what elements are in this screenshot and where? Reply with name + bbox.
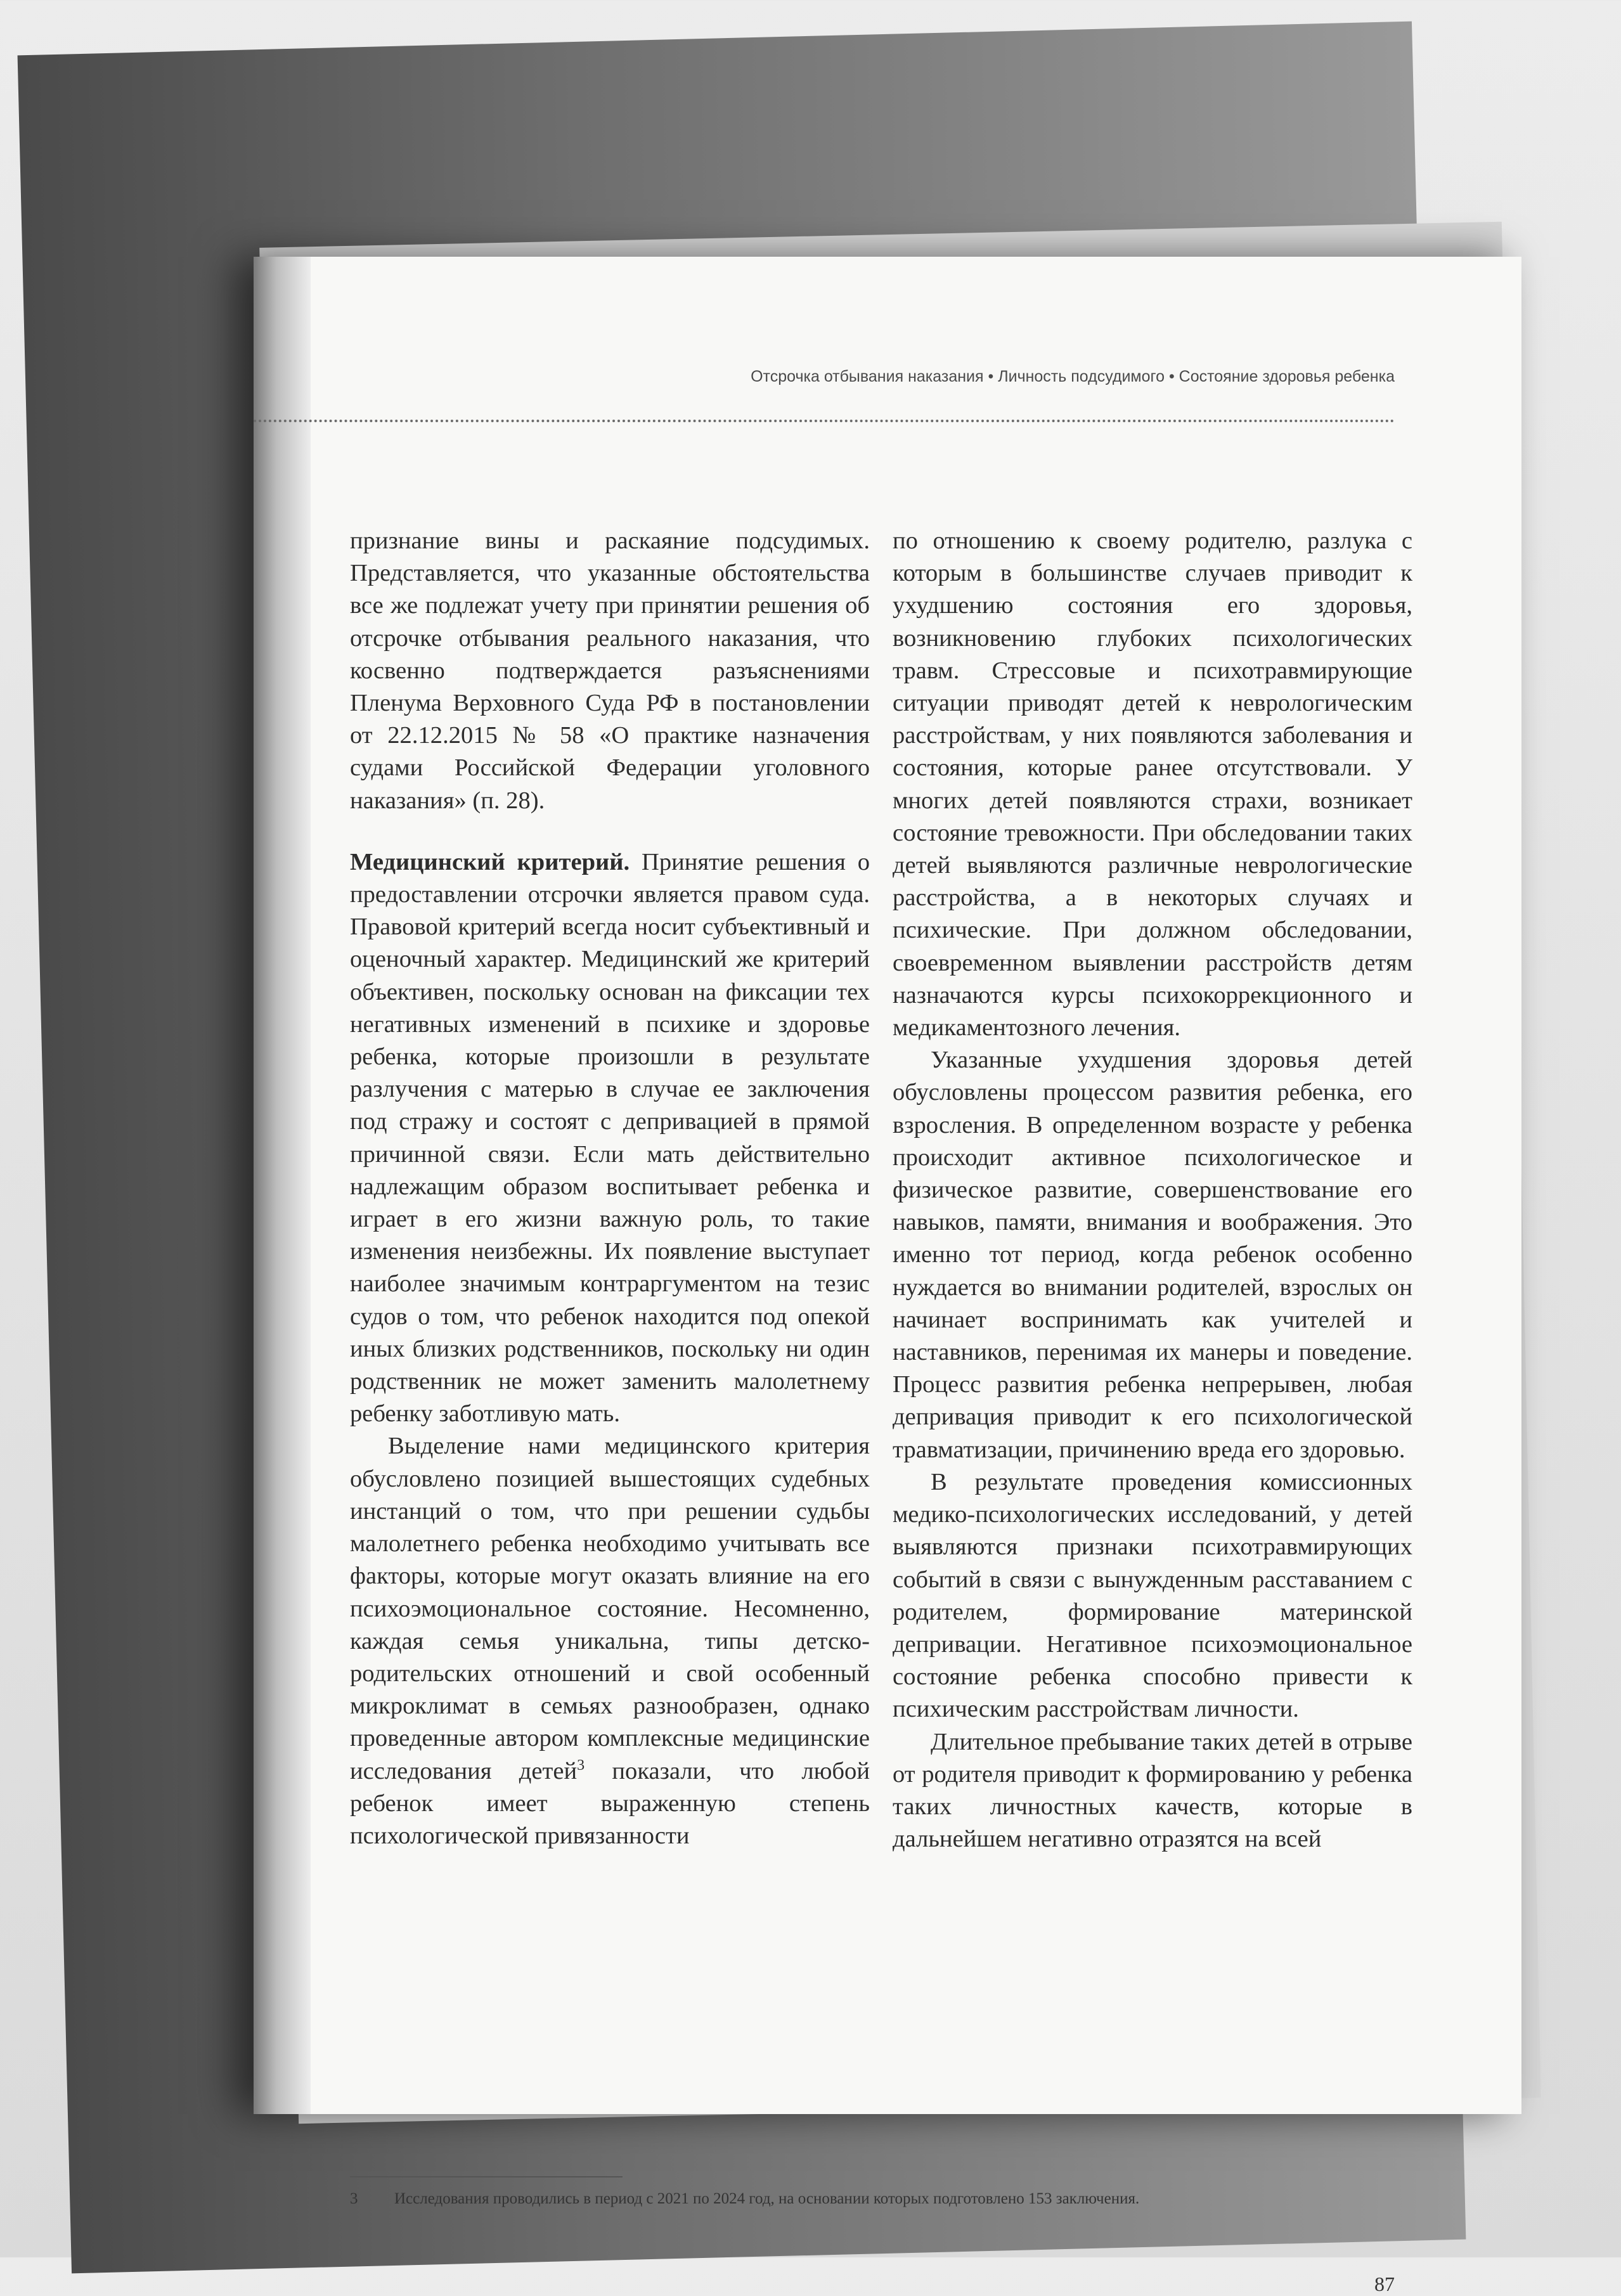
footnote xyxy=(350,2190,1395,2208)
left-paragraph-2-text: Принятие решения о предоставлении отсрочки является правом суда. Правовой критерий всегда носит субъективный и оценочный характер. Медицинский же критерий объективен, поскольку основан на фиксации тех негативных изменений в психике и здоровье ребенка, которые произошли в результате разлучения с матерью в случае ее заключения под стражу и состоят с депривацией в прямой причинной связи. Если мать действительно надлежащим образом воспитывает ребенка и играет в его жизни важную роль, то такие изменения неизбежны. Их появление выступает наиболее значимым контраргументом на тезис судов о том, что ребенок находится под опекой иных близких родственников, поскольку ни один родственник не может заменить малолетнему ребенку заботливую мать. xyxy=(350,848,870,1428)
footnote-reference: 3 xyxy=(577,1757,585,1774)
left-paragraph-2 xyxy=(350,846,870,1431)
page-number: 87 xyxy=(1374,2273,1395,2295)
right-paragraph-4: Длительное пребывание таких детей в отрыве от родителя приводит к формированию у ребенка таких личностных качеств, которые в дальнейшем негативно отразятся на всей xyxy=(893,1728,1412,1853)
left-column xyxy=(350,525,870,1852)
footnote-number: 3 xyxy=(350,2190,358,2207)
footnote-rule xyxy=(350,2176,623,2177)
medical-criterion-heading: Медицинский критерий. xyxy=(350,848,630,875)
book-page xyxy=(254,257,1521,2295)
running-header: Отсрочка отбывания наказания • Личность подсудимого • Состояние здоровья ребенка xyxy=(751,368,1395,385)
left-paragraph-3-tail: показали, что любой ребенок имеет выраженную степень психологической привязанности xyxy=(350,1757,870,1849)
left-paragraph-3-text: Выделение нами медицинского критерия обусловлено позицией вышестоящих судебных инстанций о том, что при решении судьбы малолетнего ребенка необходимо учитывать все факторы, которые могут оказать влияние на его психоэмоциональное состояние. Несомненно, каждая семья уникальна, типы детско-родительских отношений и свой особенный микроклимат в семьях разнообразен, однако проведенные автором комплексные медицинские исследования детей xyxy=(350,1433,870,1784)
right-paragraph-1: по отношению к своему родителю, разлука с которым в большинстве случаев приводит к ухудшению состояния его здоровья, возникновению глубоких психологических травм. Стрессовые и психотравмирующие ситуации приводят детей к неврологическим расстройствам, у них появляются заболевания и состояния, которые ранее отсутствовали. У многих детей появляются страхи, возникает состояние тревожности. При обследовании таких детей выявляются различные неврологические расстройства, а в некоторых случаях и психические. При должном обследовании, своевременном выявлении расстройств детям назначаются курсы психокоррекционного и медикаментозного лечения. xyxy=(893,527,1412,1042)
right-paragraph-3: В результате проведения комиссионных медико-психологических исследований, у детей выявляются признаки психотравмирующих событий в связи с вынужденным расставанием с родителем, формирование материнской депривации. Негативное психоэмоциональное состояние ребенка способно привести к психическим расстройствам личности. xyxy=(893,1468,1412,1723)
right-paragraph-2: Указанные ухудшения здоровья детей обусловлены процессом развития ребенка, его взросления. В определенном возрасте у ребенка происходит активное психологическое и физическое развитие, совершенствование его навыков, памяти, внимания и воображения. Это именно тот период, когда ребенок особенно нуждается во внимании родителей, взрослых он начинает воспринимать как учителей и наставников, перенимая их манеры и поведение. Процесс развития ребенка непрерывен, любая депривация приводит к его психологической травматизации, причинению вреда его здоровью. xyxy=(893,1047,1412,1463)
page-gutter-shadow xyxy=(254,257,311,2114)
left-paragraph-3 xyxy=(350,1430,870,1852)
right-column xyxy=(893,525,1412,1855)
left-paragraph-1: признание вины и раскаяние подсудимых. Представляется, что указанные обстоятельства все же подлежат учету при принятии решения об отсрочке отбывания реального наказания, что косвенно подтверждается разъяснениями Пленума Верховного Суда РФ в постановлении от 22.12.2015 № 58 «О практике назначения судами Российской Федерации уголовного наказания» (п. 28). xyxy=(350,527,870,814)
footnote-text: Исследования проводились в период с 2021 по 2024 год, на основании которых подготовлено 153 заключения. xyxy=(394,2190,1140,2207)
header-dotted-rule xyxy=(254,420,1395,422)
